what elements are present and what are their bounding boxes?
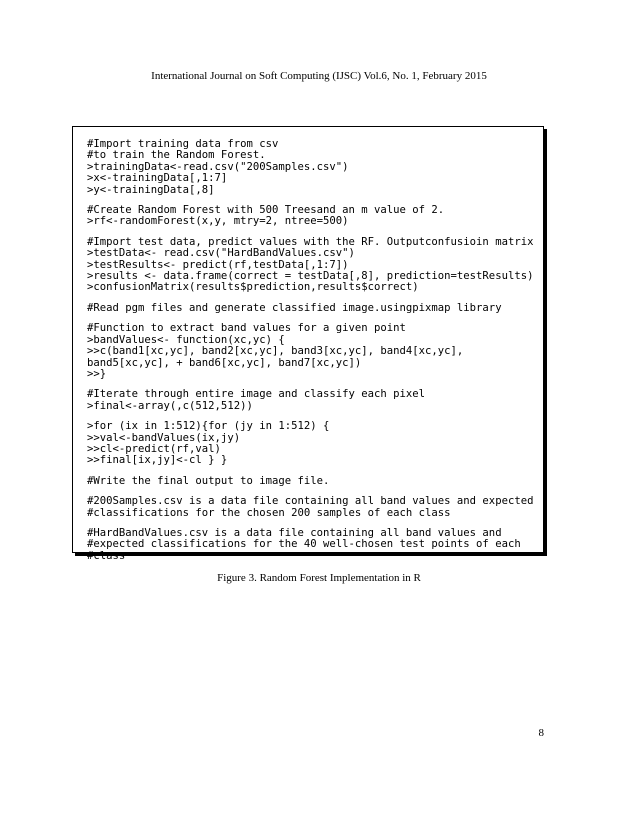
code-block-read-pgm: #Read pgm files and generate classified image.usingpixmap library [87,301,502,314]
code-block-samples-note: #200Samples.csv is a data file containing all band values and expected #classifications for the chosen 200 samples of each class [87,495,534,519]
running-header: International Journal on Soft Computing (IJSC) Vol.6, No. 1, February 2015 [151,70,487,82]
code-block-create-forest: #Create Random Forest with 500 Treesand an m value of 2. >rf<-randomForest(x,y, mtry=2, ntree=500) [87,204,445,228]
figure-caption: Figure 3. Random Forest Implementation in R [217,572,421,584]
code-block-iterate-comment: #Iterate through entire image and classify each pixel >final<-array(,c(512,512)) [87,388,426,412]
code-block-band-function: #Function to extract band values for a given point >bandValues<- function(xc,yc) { >>c(band1[xc,yc], band2[xc,yc], band3[xc,yc], band4[xc,yc], band5[xc,yc], + band6[xc,yc], band7[xc,yc]) >>} [87,322,464,380]
code-block-hardband-note: #HardBandValues.csv is a data file containing all band values and #expected classifications for the 40 well-chosen test points of each #class [87,526,521,562]
code-block-loop: >for (ix in 1:512){for (jy in 1:512) { >>val<-bandValues(ix,jy) >>cl<-predict(rf,val) >>final[ix,jy]<-cl } } [87,420,330,467]
code-block-import-test: #Import test data, predict values with the RF. Outputconfusioin matrix >testData<- read.csv("HardBandValues.csv") >testResults<- predict(rf,testData[,1:7]) >results <- data.frame(correct = testData[,8], prediction=testResults) >confusionMatrix(results$prediction,results$correct) [87,235,534,294]
code-listing [72,126,544,562]
page-number: 8 [538,727,544,739]
code-block-import-training: #Import training data from csv #to train the Random Forest. >trainingData<-read.csv("200Samples.csv") >x<-trainingData[,1:7] >y<-trainingData[,8] [87,138,349,196]
code-block-write-output: #Write the final output to image file. [87,474,330,487]
